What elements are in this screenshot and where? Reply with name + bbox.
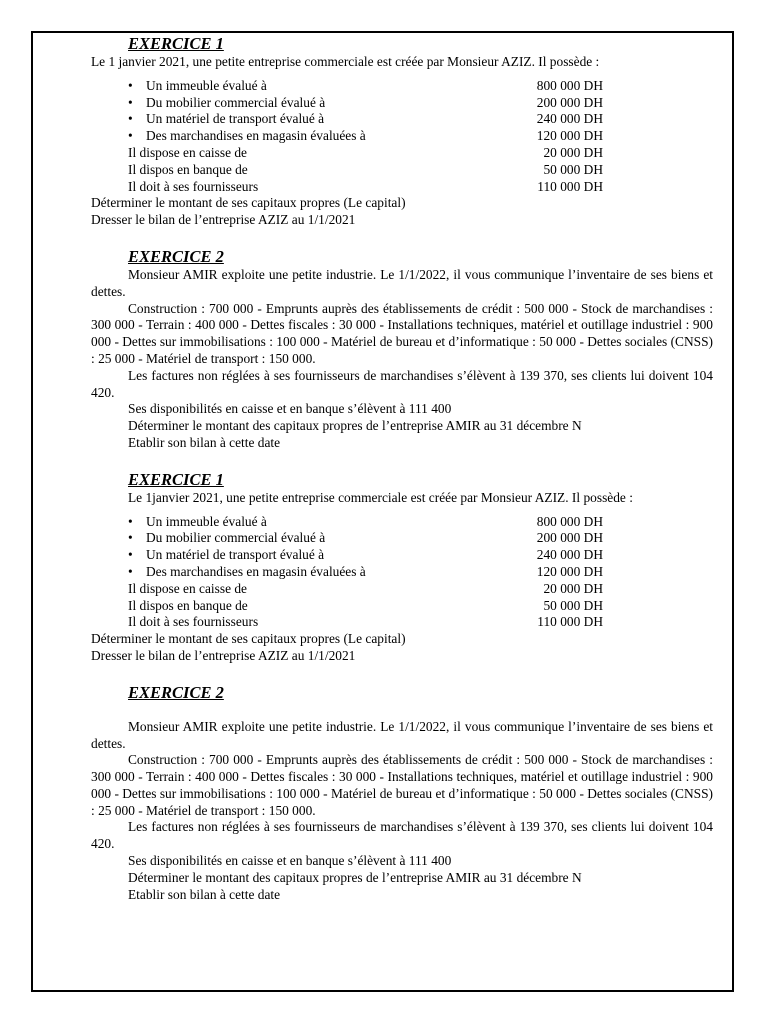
asset-amount: 120 000 DH (536, 128, 603, 144)
holding-amount: 20 000 DH (543, 144, 603, 160)
exercise-1-repeat-section (91, 470, 713, 665)
cash-available: Ses disponibilités en caisse et en banque s’élèvent à 111 400 (128, 853, 452, 869)
asset-label: Un immeuble évalué à (146, 77, 267, 93)
document-content (91, 34, 713, 903)
holding-amount: 110 000 DH (537, 614, 603, 630)
exercise-2-title: EXERCICE 2 (128, 682, 224, 702)
exercise-2-title: EXERCICE 2 (128, 246, 224, 266)
asset-label: Des marchandises en magasin évaluées à (146, 563, 366, 579)
exercise-1-section (91, 34, 713, 229)
payables-receivables: Les factures non réglées à ses fournisseurs de marchandises s’élèvent à 139 370, ses clients lui doivent 104 420. (91, 819, 713, 852)
asset-row (91, 128, 713, 145)
holding-row (91, 581, 713, 598)
holding-label: Il dispose en caisse de (128, 580, 247, 596)
exercise-2-intro: Monsieur AMIR exploite une petite industrie. Le 1/1/2022, il vous communique l’inventaire de ses biens et dettes. (91, 266, 713, 299)
exercise-1-title: EXERCICE 1 (128, 34, 224, 53)
asset-label: Du mobilier commercial évalué à (146, 530, 326, 546)
inventory-list: Construction : 700 000 - Emprunts auprès des établissements de crédit : 500 000 - Stock de marchandises : 300 000 - Terrain : 400 000 - Dettes fiscales : 30 000 - Installations techniques, matériel et outillage industriel : 900 000 - Dettes sur immobilisations : 100 000 - Matériel de bureau et d’informatique : 50 000 - Dettes sociales (CNSS) : 25 000 - Matériel de transport : 150 000. (91, 752, 713, 818)
holding-amount: 20 000 DH (543, 580, 603, 596)
question-equity: Déterminer le montant des capitaux propres de l’entreprise AMIR au 31 décembre N (128, 869, 582, 885)
bullet-icon: • (128, 563, 133, 579)
bullet-icon: • (128, 128, 133, 144)
holding-label: Il dispos en banque de (128, 161, 248, 177)
asset-row (91, 514, 713, 531)
bullet-icon: • (128, 94, 133, 110)
bullet-icon: • (128, 547, 133, 563)
question-capital: Déterminer le montant de ses capitaux propres (Le capital) (91, 631, 406, 647)
bullet-icon: • (128, 77, 133, 93)
bullet-icon: • (128, 111, 133, 127)
exercise-2-section (91, 247, 713, 452)
asset-row (91, 564, 713, 581)
holding-amount: 110 000 DH (537, 178, 603, 194)
asset-amount: 800 000 DH (536, 513, 603, 529)
asset-row (91, 530, 713, 547)
holding-row (91, 145, 713, 162)
holding-row (91, 162, 713, 179)
holding-label: Il doit à ses fournisseurs (128, 614, 259, 630)
bullet-icon: • (128, 530, 133, 546)
holding-row (91, 598, 713, 615)
asset-label: Un immeuble évalué à (146, 513, 267, 529)
asset-amount: 240 000 DH (536, 111, 603, 127)
holding-label: Il dispos en banque de (128, 597, 248, 613)
asset-amount: 200 000 DH (536, 530, 603, 546)
asset-label: Un matériel de transport évalué à (146, 547, 325, 563)
asset-label: Un matériel de transport évalué à (146, 111, 325, 127)
asset-row (91, 95, 713, 112)
asset-amount: 800 000 DH (536, 77, 603, 93)
exercise-1-title: EXERCICE 1 (128, 469, 224, 489)
holding-label: Il dispose en caisse de (128, 144, 247, 160)
holding-amount: 50 000 DH (543, 597, 603, 613)
asset-label: Des marchandises en magasin évaluées à (146, 128, 366, 144)
asset-row (91, 111, 713, 128)
bullet-icon: • (128, 513, 133, 529)
asset-row (91, 547, 713, 564)
asset-amount: 240 000 DH (536, 547, 603, 563)
exercise-2-repeat-section (91, 683, 713, 904)
exercise-2-intro: Monsieur AMIR exploite une petite industrie. Le 1/1/2022, il vous communique l’inventaire de ses biens et dettes. (91, 718, 713, 751)
inventory-list: Construction : 700 000 - Emprunts auprès des établissements de crédit : 500 000 - Stock de marchandises : 300 000 - Terrain : 400 000 - Dettes fiscales : 30 000 - Installations techniques, matériel et outillage industriel : 900 000 - Dettes sur immobilisations : 100 000 - Matériel de bureau et d’informatique : 50 000 - Dettes sociales (CNSS) : 25 000 - Matériel de transport : 150 000. (91, 300, 713, 366)
asset-label: Du mobilier commercial évalué à (146, 94, 326, 110)
exercise-1-intro: Le 1janvier 2021, une petite entreprise commerciale est créée par Monsieur AZIZ. Il possède : (128, 489, 633, 505)
question-balance-sheet: Etablir son bilan à cette date (128, 434, 281, 450)
question-balance-sheet: Dresser le bilan de l’entreprise AZIZ au 1/1/2021 (91, 647, 356, 663)
payables-receivables: Les factures non réglées à ses fournisseurs de marchandises s’élèvent à 139 370, ses clients lui doivent 104 420. (91, 367, 713, 400)
asset-amount: 200 000 DH (536, 94, 603, 110)
holding-row (91, 614, 713, 631)
holding-label: Il doit à ses fournisseurs (128, 178, 259, 194)
cash-available: Ses disponibilités en caisse et en banque s’élèvent à 111 400 (128, 401, 452, 417)
asset-amount: 120 000 DH (536, 563, 603, 579)
holding-row (91, 179, 713, 196)
question-balance-sheet: Dresser le bilan de l’entreprise AZIZ au 1/1/2021 (91, 212, 356, 228)
holding-amount: 50 000 DH (543, 161, 603, 177)
asset-row (91, 78, 713, 95)
question-capital: Déterminer le montant de ses capitaux propres (Le capital) (91, 195, 406, 211)
exercise-1-intro: Le 1 janvier 2021, une petite entreprise commerciale est créée par Monsieur AZIZ. Il possède : (91, 54, 600, 69)
question-balance-sheet: Etablir son bilan à cette date (128, 886, 281, 902)
question-equity: Déterminer le montant des capitaux propres de l’entreprise AMIR au 31 décembre N (128, 418, 582, 434)
